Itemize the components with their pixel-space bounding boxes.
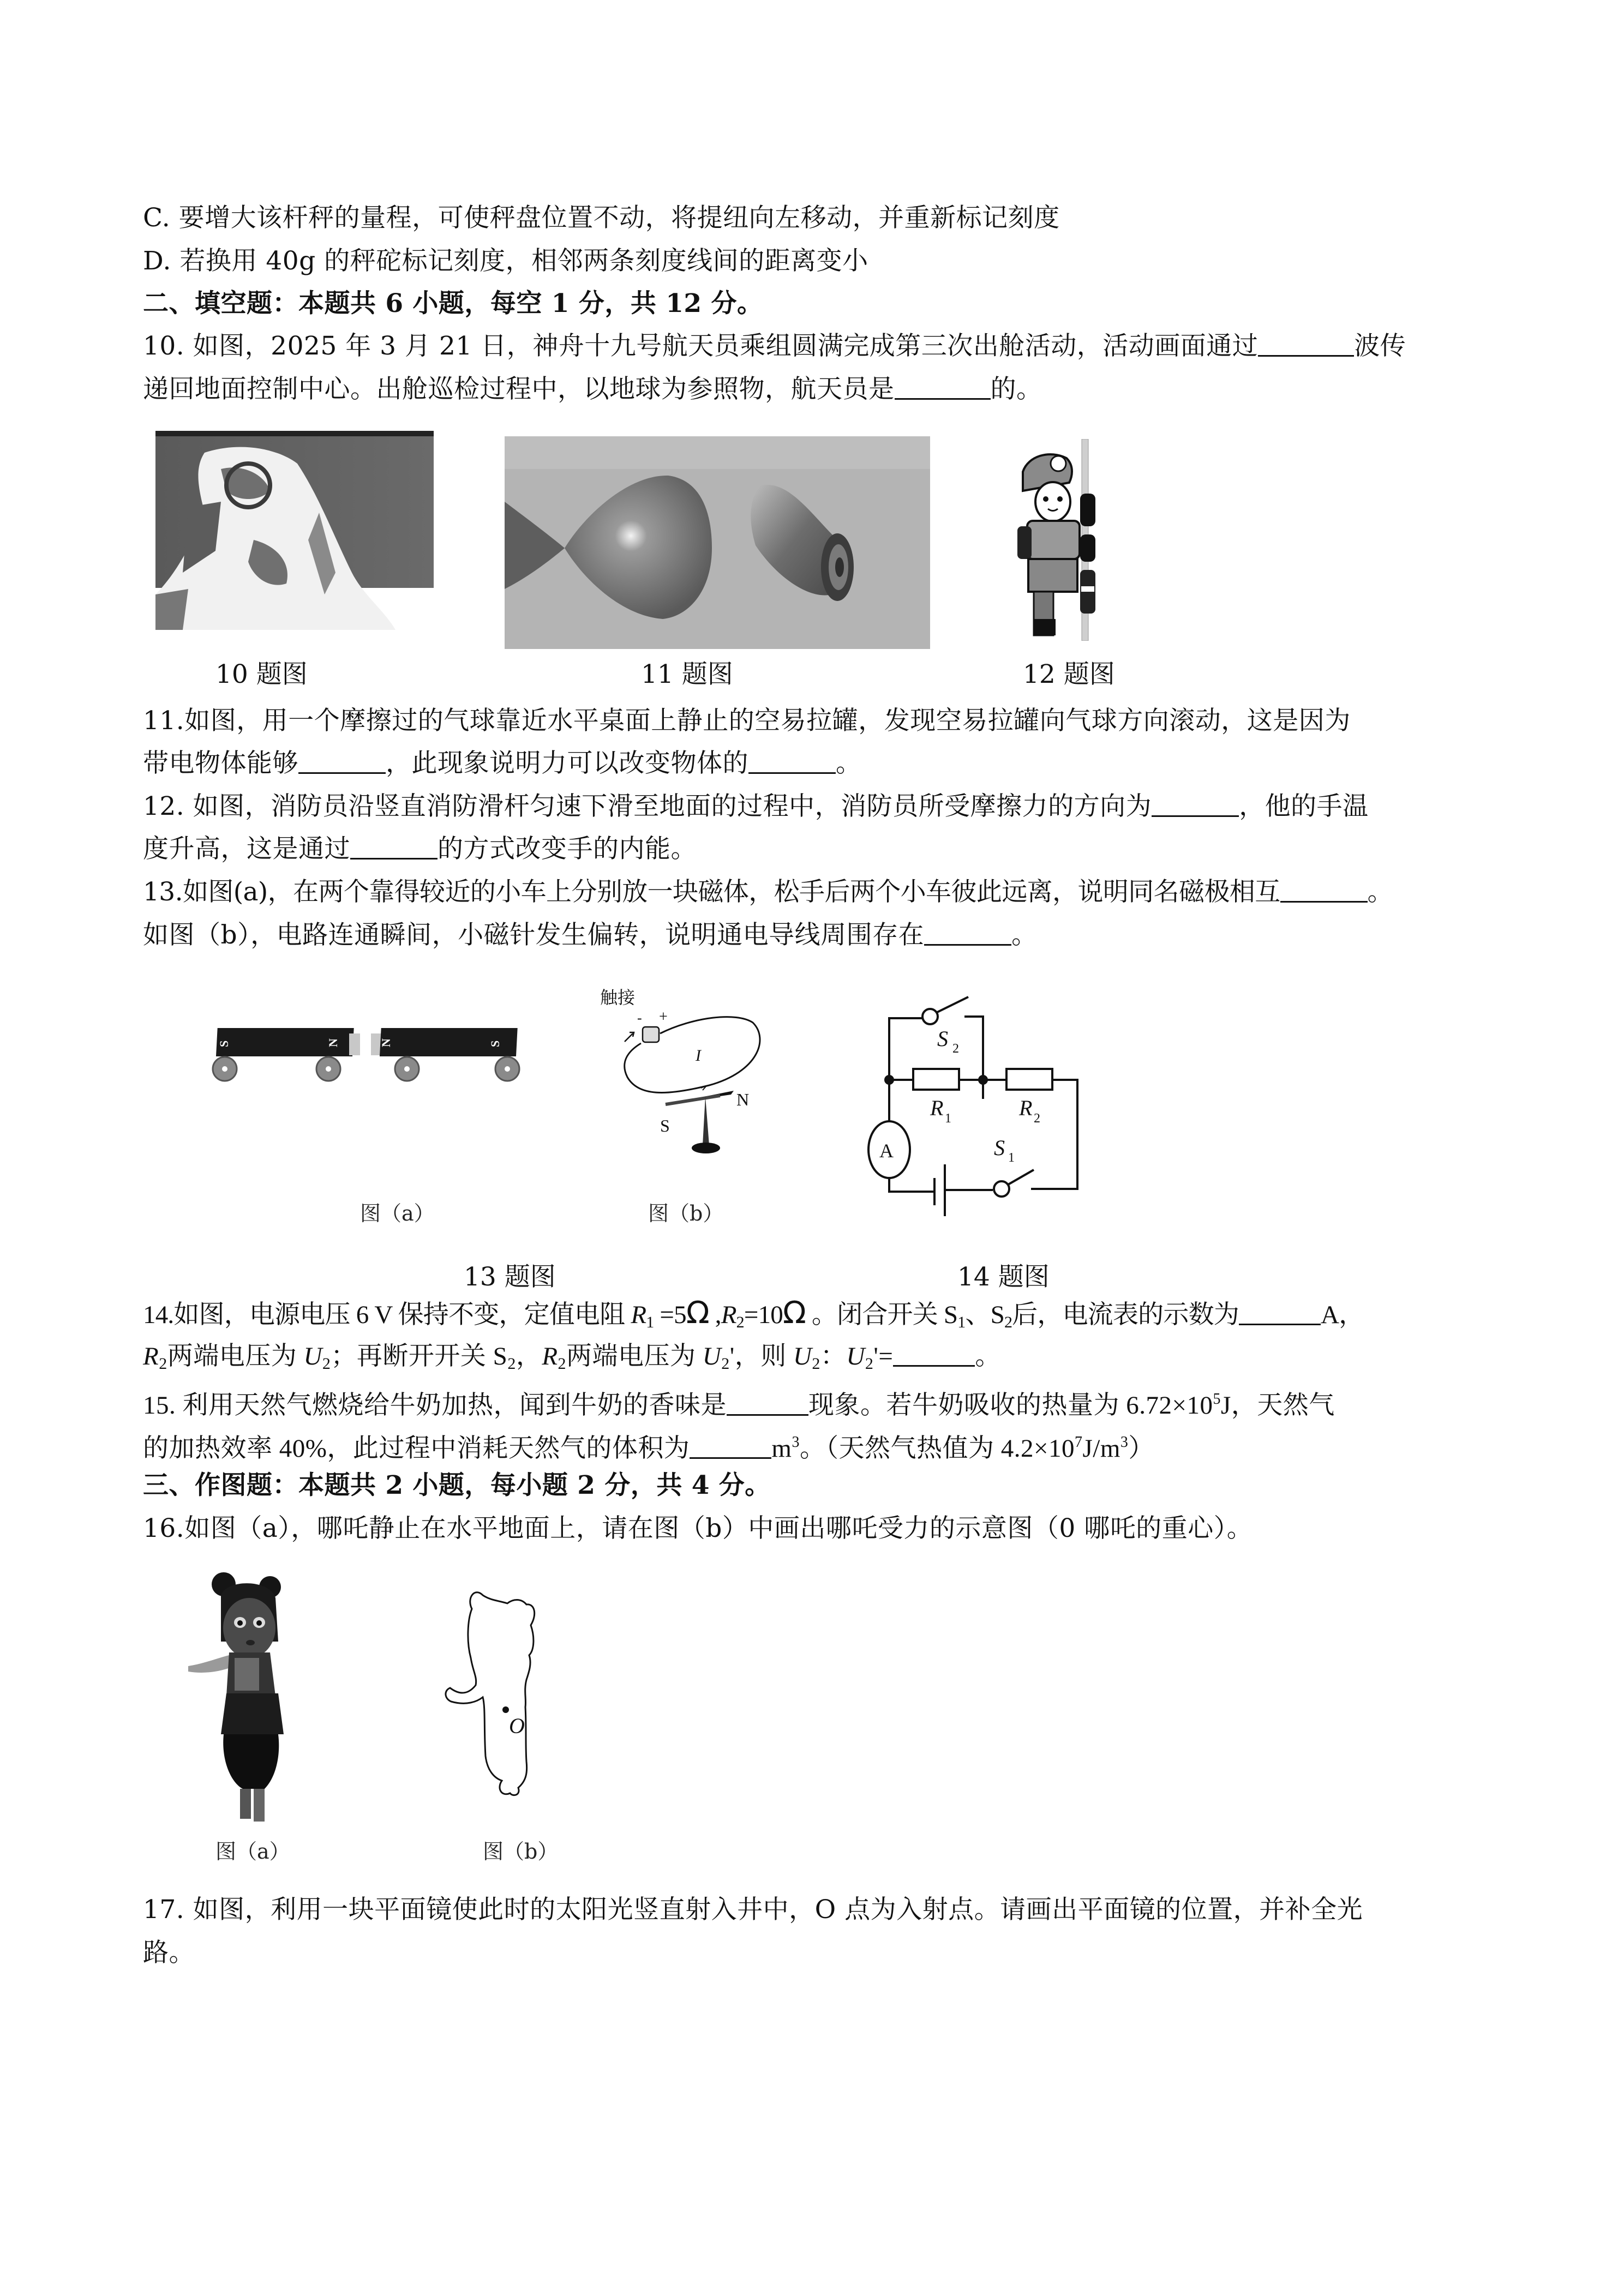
- answer-blank[interactable]: [924, 919, 1011, 946]
- caption-figure-13b: 图（b）: [648, 1201, 724, 1225]
- answer-blank[interactable]: [298, 747, 386, 774]
- question-15-line-1: [143, 1383, 1335, 1422]
- q10-text-3: 递回地面控制中心。出舱巡检过程中，以地球为参照物，航天员是: [143, 374, 895, 404]
- figure-14-circuit-diagram: [846, 982, 1173, 1222]
- resistor-2-label: R: [1019, 1096, 1033, 1120]
- q13-text-4: 。: [1011, 920, 1038, 950]
- q15-exponent: 3: [792, 1434, 800, 1451]
- figure-13a-magnet-carts: [202, 1014, 562, 1091]
- question-15-line-2: [143, 1426, 1154, 1465]
- answer-blank[interactable]: [1152, 790, 1239, 817]
- needle-s-label: S: [660, 1116, 670, 1135]
- q10-text-4: 的。: [990, 374, 1042, 404]
- q15-text: J/m: [1082, 1434, 1120, 1463]
- center-of-gravity-label: O: [509, 1714, 525, 1738]
- q14-text: ,: [709, 1301, 721, 1329]
- battery-plus-label: +: [659, 1008, 668, 1025]
- question-12-line-1: [143, 790, 1369, 823]
- r2-symbol: R: [542, 1342, 558, 1371]
- question-12-line-2: [143, 833, 697, 865]
- q14-text: 两端电压为: [167, 1342, 304, 1371]
- q11-text-1: 带电物体能够: [143, 748, 298, 778]
- q15-text: 。（天然气热值为 4.2×10: [799, 1434, 1075, 1463]
- q15-text: J，天然气: [1221, 1391, 1335, 1420]
- answer-blank[interactable]: [895, 373, 991, 400]
- q14-s2-sub: 2: [1004, 1313, 1012, 1331]
- u2-prime-symbol: U: [846, 1342, 865, 1371]
- question-11-line-1: 11.如图，用一个摩擦过的气球靠近水平桌面上静止的空易拉罐，发现空易拉罐向气球方向滚动，这是因为: [143, 706, 1351, 736]
- u2-sub: 2: [721, 1355, 730, 1373]
- q11-text-2: ，此现象说明力可以改变物体的: [386, 748, 748, 778]
- q15-exponent: 3: [1120, 1434, 1129, 1451]
- answer-blank[interactable]: [690, 1432, 771, 1459]
- caption-figure-13a: 图（a）: [360, 1201, 435, 1225]
- q12-text-3: 度升高，这是通过: [143, 834, 350, 864]
- option-d: D. 若换用 40g 的秤砣标记刻度，相邻两条刻度线间的距离变小: [143, 246, 868, 276]
- answer-blank[interactable]: [1239, 1299, 1321, 1325]
- caption-figure-14: 14 题图: [957, 1262, 1050, 1292]
- section-3-heading: 三、作图题：本题共 2 小题，每小题 2 分，共 4 分。: [143, 1470, 771, 1500]
- q15-text: 的加热效率 40%，此过程中消耗天然气的体积为: [143, 1434, 690, 1463]
- switch-2-label: S: [937, 1026, 948, 1051]
- magnet-1-n-label: N: [326, 1038, 340, 1047]
- question-17-line-1: 17. 如图，利用一块平面镜使此时的太阳光竖直射入井中，O 点为入射点。请画出平面镜的位置，并补全光: [143, 1895, 1363, 1925]
- switch-1-subscript: 1: [1008, 1151, 1015, 1165]
- magnet-1-s-label: S: [217, 1040, 231, 1047]
- caption-figure-10: 10 题图: [215, 659, 308, 689]
- resistor-1-label: R: [930, 1096, 944, 1120]
- u2-prime-symbol: U: [702, 1342, 722, 1371]
- answer-blank[interactable]: [1280, 876, 1368, 903]
- figure-13b-oersted-experiment: [573, 979, 802, 1159]
- caption-figure-16b: 图（b）: [483, 1840, 559, 1864]
- battery-minus-label: -: [637, 1010, 642, 1026]
- q14-r1-sub: 1: [646, 1313, 654, 1331]
- question-14-line-1: [143, 1297, 1364, 1339]
- current-label: I: [696, 1047, 701, 1065]
- u2-sub: 2: [865, 1355, 874, 1373]
- magnet-2-n-label: N: [379, 1038, 393, 1047]
- caption-figure-16a: 图（a）: [215, 1840, 290, 1864]
- caption-figure-13: 13 题图: [464, 1262, 556, 1292]
- q13-text-3: 如图（b），电路连通瞬间，小磁针发生偏转，说明通电导线周围存在: [143, 920, 925, 950]
- r2-sub: 2: [159, 1355, 167, 1373]
- question-16: 16.如图（a），哪吒静止在水平地面上，请在图（b）中画出哪吒受力的示意图（0 哪吒的重心）。: [143, 1513, 1253, 1543]
- section-2-heading: 二、填空题：本题共 6 小题，每空 1 分，共 12 分。: [143, 288, 763, 318]
- ohm-symbol: Ω: [686, 1295, 709, 1331]
- q15-exponent: 5: [1213, 1391, 1221, 1408]
- q14-text: 后，电流表的示数为: [1012, 1301, 1239, 1329]
- figure-12-firefighter-illustration: [1012, 439, 1105, 641]
- q14-text: 。闭合开关 S: [805, 1301, 958, 1329]
- r2-sub: 2: [558, 1355, 567, 1373]
- question-10-line-2: [143, 373, 1042, 406]
- q14-r2-sub: 2: [736, 1313, 744, 1331]
- resistor-1-subscript: 1: [945, 1111, 951, 1126]
- q12-text-2: ，他的手温: [1239, 791, 1369, 821]
- q14-text: =10: [744, 1301, 783, 1329]
- caption-figure-12: 12 题图: [1023, 659, 1115, 689]
- q12-text-1: 12. 如图，消防员沿竖直消防滑杆匀速下滑至地面的过程中，消防员所受摩擦力的方向为: [143, 791, 1152, 821]
- question-10-line-1: [143, 330, 1406, 363]
- q13-text-1: 13.如图(a)，在两个靠得较近的小车上分别放一块磁体，松手后两个小车彼此远离，说明同名磁极相互: [143, 877, 1280, 907]
- q14-text: A，: [1320, 1301, 1364, 1329]
- caption-figure-11: 11 题图: [641, 659, 733, 689]
- q14-r1-symbol: R: [631, 1301, 646, 1329]
- option-c: C. 要增大该杆秤的量程，可使秤盘位置不动，将提纽向左移动，并重新标记刻度: [143, 203, 1060, 233]
- q14-text: =5: [654, 1301, 686, 1329]
- q14-s1-sub: 1: [957, 1313, 966, 1331]
- answer-blank[interactable]: [893, 1340, 975, 1367]
- figure-16a-nezha-character: [188, 1571, 314, 1827]
- q14-text: ，: [516, 1342, 542, 1371]
- u2-sub: 2: [812, 1355, 820, 1373]
- q15-text: m: [771, 1434, 792, 1463]
- q15-text: ）: [1128, 1434, 1154, 1463]
- ammeter-label: A: [879, 1140, 894, 1162]
- q15-text: 15. 利用天然气燃烧给牛奶加热，闻到牛奶的香味是: [143, 1391, 727, 1420]
- q15-exponent: 7: [1074, 1434, 1083, 1451]
- q14-text: 。: [975, 1342, 1001, 1371]
- q14-text: ：: [820, 1342, 847, 1371]
- q14-text: 14.如图，电源电压 6 V 保持不变，定值电阻: [143, 1301, 631, 1329]
- figure-11-balloon-can-photo: [505, 436, 930, 649]
- question-14-line-2: [143, 1340, 1001, 1380]
- question-13-line-2: [143, 919, 1038, 952]
- touch-label: 触接: [600, 988, 636, 1007]
- figure-10-astronaut-photo: [155, 431, 434, 630]
- switch-1-label: S: [994, 1135, 1005, 1160]
- answer-blank[interactable]: [727, 1389, 808, 1416]
- u2-sub: 2: [322, 1355, 331, 1373]
- q14-text: 、S: [965, 1301, 1004, 1329]
- resistor-2-subscript: 2: [1034, 1111, 1040, 1126]
- q14-r2-symbol: R: [721, 1301, 736, 1329]
- q10-text-1: 10. 如图，2025 年 3 月 21 日，神舟十九号航天员乘组圆满完成第三次出舱活动，活动画面通过: [143, 331, 1259, 361]
- ohm-symbol: Ω: [782, 1295, 806, 1331]
- r2-symbol: R: [143, 1342, 159, 1371]
- q11-text-3: 。: [836, 748, 862, 778]
- magnet-2-s-label: S: [488, 1040, 502, 1047]
- answer-blank[interactable]: [748, 747, 836, 774]
- question-11-line-2: [143, 747, 862, 780]
- q10-text-2: 波传: [1354, 331, 1406, 361]
- question-17-line-2: 路。: [143, 1938, 195, 1968]
- switch-2-subscript: 2: [952, 1042, 959, 1056]
- s2-sub: 2: [507, 1355, 516, 1373]
- u2-symbol: U: [303, 1342, 322, 1371]
- question-13-line-1: [143, 876, 1393, 909]
- answer-blank[interactable]: [350, 833, 438, 860]
- q13-text-2: 。: [1367, 877, 1393, 907]
- needle-n-label: N: [736, 1090, 750, 1109]
- q12-text-4: 的方式改变手的内能。: [438, 834, 697, 864]
- u2-symbol: U: [793, 1342, 812, 1371]
- q14-text: ；再断开开关 S: [331, 1342, 508, 1371]
- figure-16b-nezha-outline: [445, 1582, 565, 1800]
- q15-text: 现象。若牛奶吸收的热量为 6.72×10: [808, 1391, 1213, 1420]
- q14-text: '=: [873, 1342, 894, 1371]
- answer-blank[interactable]: [1258, 330, 1354, 357]
- q14-text: 两端电压为: [566, 1342, 703, 1371]
- q14-text: '，则: [729, 1342, 793, 1371]
